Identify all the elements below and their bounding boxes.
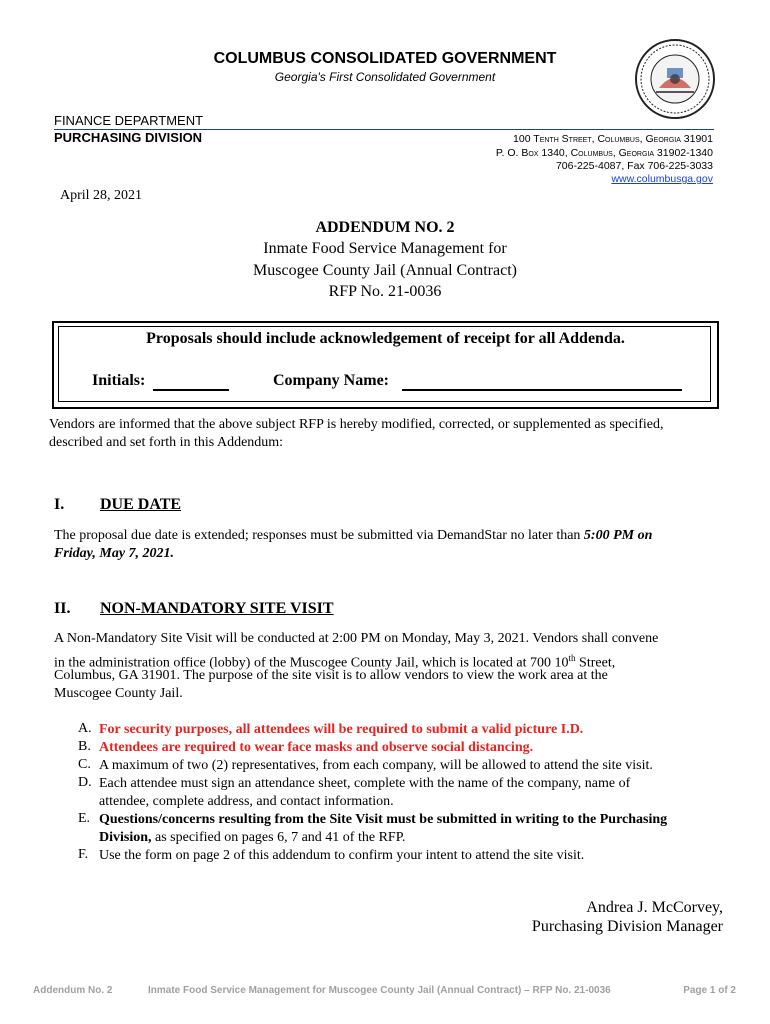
footer-center: Inmate Food Service Management for Muscogee County Jail (Annual Contract) – RFP No. 21-0036 xyxy=(148,985,611,996)
org-tagline: Georgia's First Consolidated Government xyxy=(274,70,496,84)
initials-label: Initials: xyxy=(92,372,146,389)
due-date-day: Friday, May 7, 2021. xyxy=(54,546,175,561)
address-line-1: 100 Tenth Street, Columbus, Georgia 31901 xyxy=(513,133,713,145)
item-e-letter: E. xyxy=(78,811,91,826)
department-name: FINANCE DEPARTMENT xyxy=(54,113,204,128)
site-visit-line-1: A Non-Mandatory Site Visit will be conducted at 2:00 PM on Monday, May 3, 2021. Vendors shall convene xyxy=(54,631,659,646)
item-e-pages: as specified on pages 6, 7 and 41 of the RFP. xyxy=(151,830,406,845)
item-e-division: Division, xyxy=(99,830,152,845)
signatory-title: Purchasing Division Manager xyxy=(531,918,723,935)
intro-line-1: Vendors are informed that the above subject RFP is hereby modified, corrected, or supplemented as specified, xyxy=(49,417,664,432)
phone-fax: 706-225-4087, Fax 706-225-3033 xyxy=(555,160,713,172)
division-name: PURCHASING DIVISION xyxy=(54,130,203,145)
ordinal-suffix: th xyxy=(568,653,576,663)
title-line-3: Muscogee County Jail (Annual Contract) xyxy=(253,262,517,279)
acknowledgement-statement: Proposals should include acknowledgement of receipt for all Addenda. xyxy=(146,330,625,347)
item-d-letter: D. xyxy=(78,775,92,790)
signatory-name: Andrea J. McCorvey, xyxy=(586,899,723,916)
site-visit-line-4: Muscogee County Jail. xyxy=(54,686,183,701)
city-seal-icon xyxy=(634,38,716,120)
letter-date: April 28, 2021 xyxy=(60,188,143,203)
section-2-title: NON-MANDATORY SITE VISIT xyxy=(100,600,334,617)
item-a-text: For security purposes, all attendees will be required to submit a valid picture I.D. xyxy=(99,722,584,737)
section-1-title: DUE DATE xyxy=(100,496,182,513)
item-f-text: Use the form on page 2 of this addendum to confirm your intent to attend the site visit. xyxy=(99,848,585,863)
item-c-letter: C. xyxy=(78,757,91,772)
due-date-time: 5:00 PM on xyxy=(583,528,653,543)
website-link[interactable]: www.columbusga.gov xyxy=(611,173,713,185)
item-b-letter: B. xyxy=(78,739,91,754)
intro-line-2: described and set forth in this Addendum: xyxy=(49,435,284,450)
site-visit-location: in the administration office (lobby) of the Muscogee County Jail, which is located at 700 10 xyxy=(54,655,569,671)
company-name-label: Company Name: xyxy=(273,372,389,389)
item-d-line-1: Each attendee must sign an attendance sheet, complete with the name of the company, name of xyxy=(99,776,631,791)
address-line-2: P. O. Box 1340, Columbus, Georgia 31902-1340 xyxy=(495,147,713,159)
item-f-letter: F. xyxy=(78,847,89,862)
site-visit-line-3: Columbus, GA 31901. The purpose of the site visit is to allow vendors to view the work area at the xyxy=(54,668,608,683)
section-1-number: I. xyxy=(54,496,65,513)
item-c-text: A maximum of two (2) representatives, from each company, will be allowed to attend the site visit. xyxy=(99,758,653,773)
initials-field[interactable] xyxy=(153,389,229,391)
item-d-line-2: attendee, complete address, and contact information. xyxy=(99,794,394,809)
site-visit-street: Street, xyxy=(575,655,616,671)
item-a-letter: A. xyxy=(78,721,92,736)
section-1-text xyxy=(54,527,652,545)
item-e-line-2 xyxy=(99,829,719,847)
item-b-text: Attendees are required to wear face masks and observe social distancing. xyxy=(99,740,534,755)
item-e-line-1: Questions/concerns resulting from the Site Visit must be submitted in writing to the Purchasing xyxy=(99,812,668,827)
due-date-text: The proposal due date is extended; responses must be submitted via DemandStar no later than xyxy=(54,528,584,543)
title-line-2: Inmate Food Service Management for xyxy=(263,240,507,257)
rfp-number: RFP No. 21-0036 xyxy=(328,283,442,300)
footer-left: Addendum No. 2 xyxy=(33,985,113,996)
company-name-field[interactable] xyxy=(402,389,682,391)
addendum-number: ADDENDUM NO. 2 xyxy=(315,219,455,236)
section-2-number: II. xyxy=(54,600,71,617)
org-name: COLUMBUS CONSOLIDATED GOVERNMENT xyxy=(213,50,557,67)
footer-page-number: Page 1 of 2 xyxy=(683,985,736,996)
